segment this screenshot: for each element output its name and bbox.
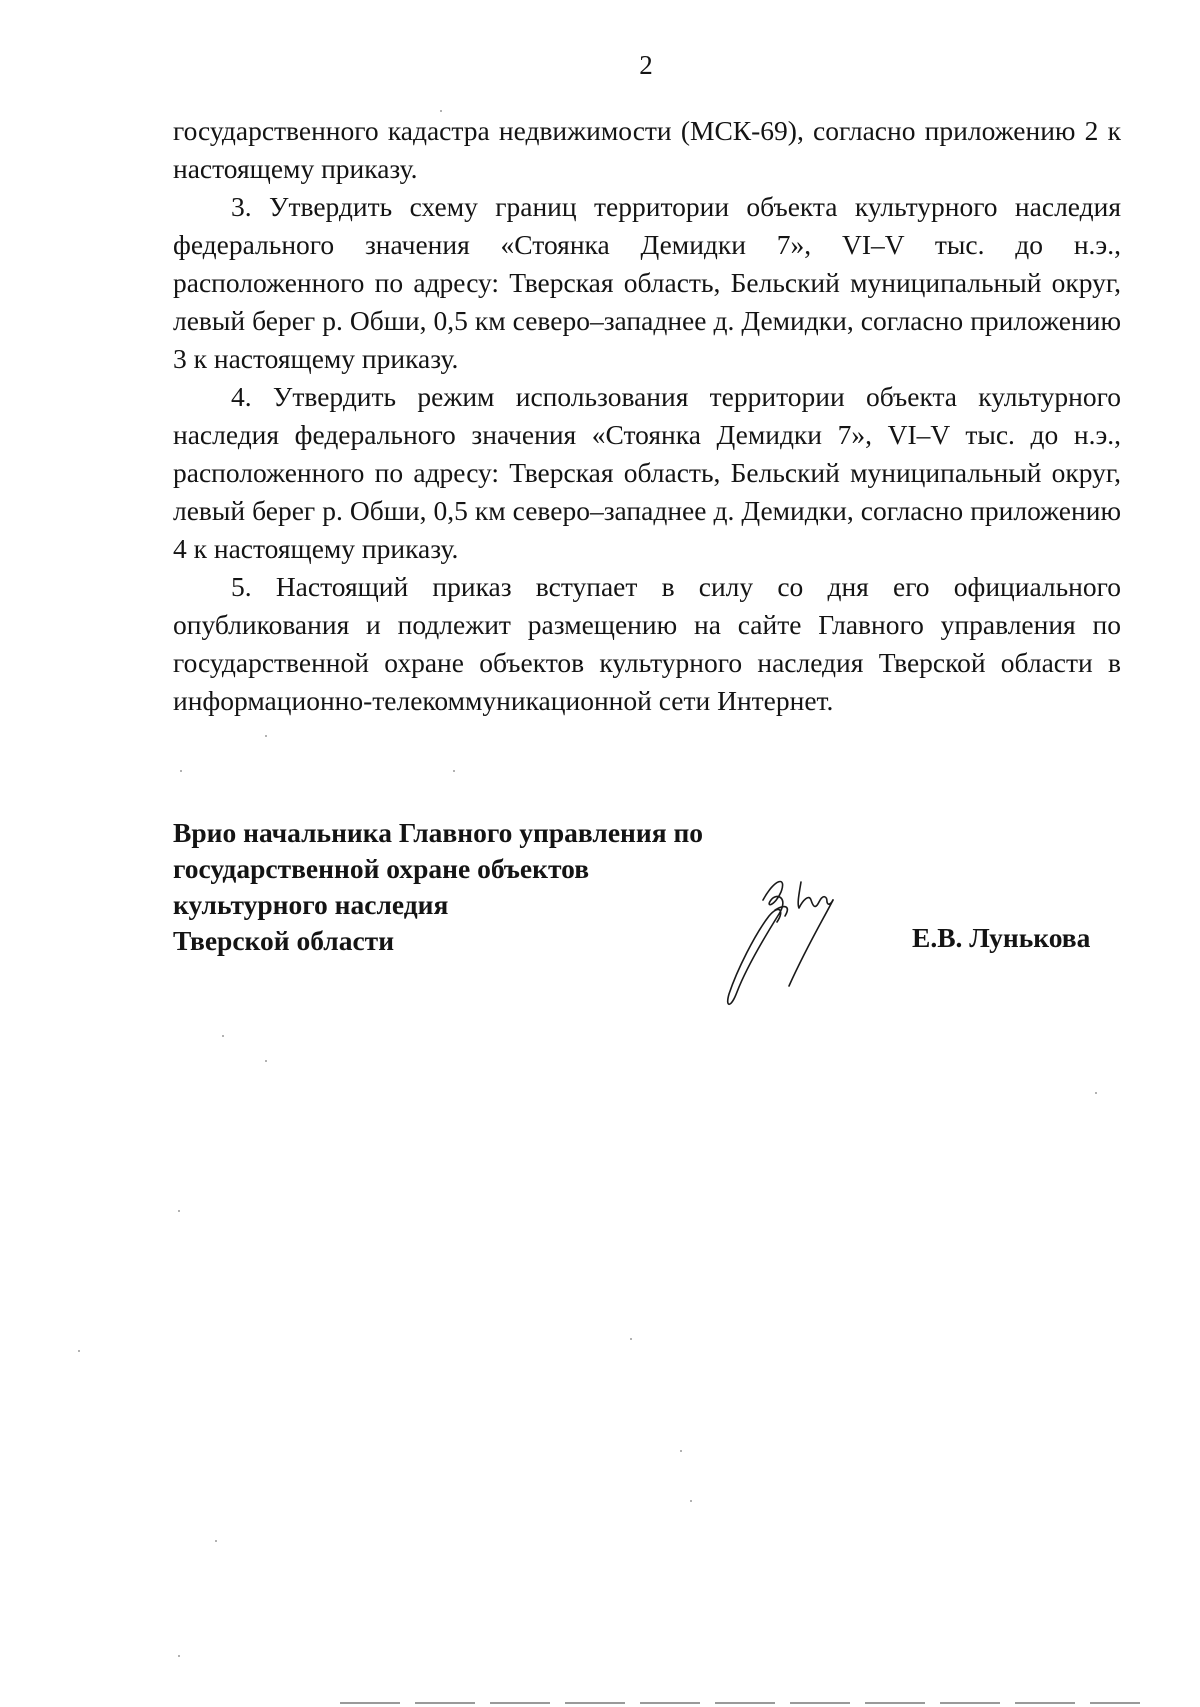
handwritten-signature-icon xyxy=(715,870,865,1020)
signer-name: Е.В. Лунькова xyxy=(912,922,1091,953)
scan-speck xyxy=(265,1060,267,1062)
scan-speck xyxy=(215,1540,217,1542)
page-number: 2 xyxy=(639,50,653,80)
scan-speck xyxy=(78,1350,80,1352)
scan-speck xyxy=(178,1655,180,1657)
scan-speck xyxy=(630,1338,632,1340)
position-line: государственной охране объектов xyxy=(173,853,590,884)
position-line: Тверской области xyxy=(173,925,395,956)
paragraph-continuation: государственного кадастра недвижимости (МСК-69), согласно приложению 2 к настоящему приказу. xyxy=(173,115,1121,184)
signer-position xyxy=(173,815,703,959)
scan-edge-line xyxy=(340,1702,1140,1704)
scan-speck xyxy=(440,110,442,112)
scan-speck xyxy=(680,1450,682,1452)
position-line: Врио начальника Главного управления по xyxy=(173,817,704,848)
document-body xyxy=(173,112,1121,720)
scan-speck xyxy=(265,735,267,737)
scan-speck xyxy=(690,1500,692,1502)
paragraph-item-5: 5. Настоящий приказ вступает в силу со дня его официального опубликования и подлежит размещению на сайте Главного управления по государственной охране объектов культурного наследия Тверской области в информационно-телекоммуникационной сети Интернет. xyxy=(173,571,1121,716)
scan-speck xyxy=(453,770,455,772)
scan-speck xyxy=(178,1210,180,1212)
scan-speck xyxy=(222,1035,224,1037)
paragraph-item-3: 3. Утвердить схему границ территории объекта культурного наследия федерального значения «Стоянка Демидки 7», VI–V тыс. до н.э., расположенного по адресу: Тверская область, Бельский муниципальный округ, левый берег р. Обши, 0,5 км северо–западнее д. Демидки, согласно приложению 3 к настоящему приказу. xyxy=(173,191,1121,374)
position-line: культурного наследия xyxy=(173,889,449,920)
paragraph-item-4: 4. Утвердить режим использования территории объекта культурного наследия федерального значения «Стоянка Демидки 7», VI–V тыс. до н.э., расположенного по адресу: Тверская область, Бельский муниципальный округ, левый берег р. Обши, 0,5 км северо–западнее д. Демидки, согласно приложению 4 к настоящему приказу. xyxy=(173,381,1121,564)
scan-speck xyxy=(1095,1092,1097,1094)
scan-speck xyxy=(180,770,182,772)
